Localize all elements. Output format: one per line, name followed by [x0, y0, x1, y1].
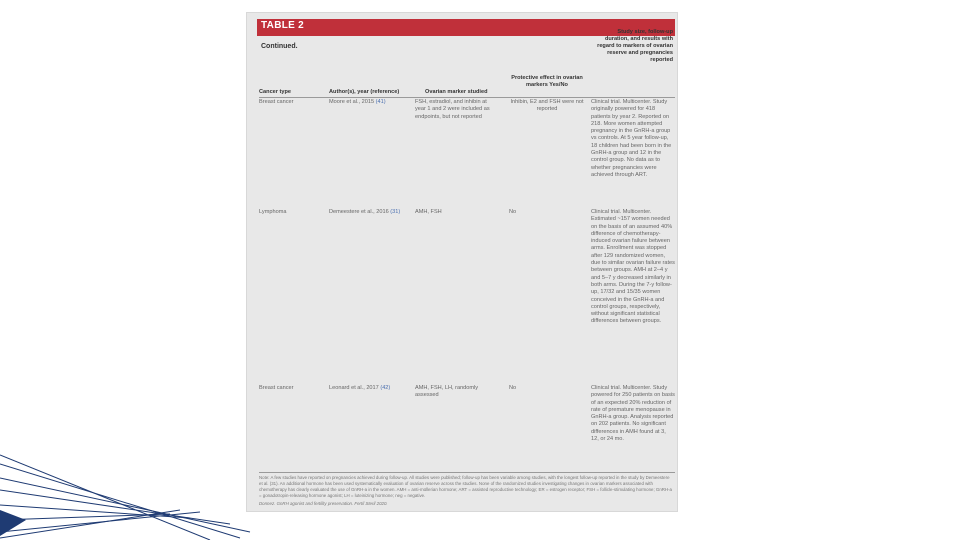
row2-marker: AMH, FSH	[415, 209, 442, 215]
row3-author: Leonard et al., 2017 (42)	[329, 385, 391, 391]
header-divider	[259, 97, 675, 98]
decorative-arrow-lines	[0, 450, 260, 540]
row3-cancer: Breast cancer	[259, 385, 294, 391]
col-header-protective: Protective effect in ovarian markers Yes/No	[511, 75, 583, 88]
document-page	[246, 12, 678, 512]
row1-protective: Inhibin, E2 and FSH were not reported	[510, 99, 584, 113]
row1-marker: FSH, estradiol, and inhibin at year 1 and 2 were included as endpoints, but not reported	[415, 99, 490, 120]
table-footnote: Note: A few studies have reported on pregnancies achieved during follow-up. All studies were published; follow-up has been variable among studies, with the longest follow-up reported in the study by Demeestere et al. (31). An additional hormone has been used systematically evaluation of ovarian reserve across the studies. None of the randomized studies investigating changes in ovarian markers associated with chemotherapy has clearly evaluated the use of GnRH-a in the women. AMH = anti-müllerian hormone; ART = assisted reproductive technology; ER = estrogen receptor; FSH = follicle-stimulating hormone; GnRH-a = gonadotropin-releasing hormone agonist; LH = luteinizing hormone; neg = negative.	[259, 475, 673, 498]
row2-study: Clinical trial. Multicenter. Estimated ~157 women needed on the basis of an assumed 40% difference of chemotherapy-induced ovarian failure between arms. Enrollment was stopped after 129 randomized women, due to similar ovarian failure rates between groups. AMH at 2–4 y and 5–7 y decreased similarly in both arms. During the 7-y follow-up, 17/32 and 15/35 women conceived in the GnRH-a and control groups, respectively, without significant statistical differences between groups.	[591, 209, 675, 325]
row2-ref-link[interactable]: (31)	[390, 209, 401, 215]
row3-protective: No	[509, 385, 517, 391]
table-citation: Donnez. GnRH agonist and fertility preservation. Fertil Steril 2020.	[259, 501, 388, 506]
row1-author: Moore et al., 2015 (41)	[329, 99, 386, 105]
col-header-marker: Ovarian marker studied	[425, 89, 488, 95]
row2-protective: No	[509, 209, 517, 215]
continued-label: Continued.	[261, 43, 298, 50]
col-header-study: Study size, follow-up duration, and results with regard to markers of ovarian reserve and pregnancies reported	[597, 29, 673, 63]
row2-author: Demeestere et al., 2016 (31)	[329, 209, 401, 215]
row3-ref-link[interactable]: (42)	[380, 385, 391, 391]
row3-marker: AMH, FSH, LH, randomly assessed	[415, 385, 479, 399]
row1-study: Clinical trial. Multicenter. Study originally powered for 418 patients by year 2. Reported on 218. More women attempted pregnancy in the GnRH-a group vs controls. At 5 year follow-up, 18 children had been born in the GnRH-a group and 12 in the control group. No data as to whether pregnancies were achieved through ART.	[591, 99, 672, 178]
row2-cancer: Lymphoma	[259, 209, 287, 215]
table-title: TABLE 2	[261, 20, 305, 31]
col-header-author: Author(s), year (reference)	[329, 89, 400, 95]
row1-cancer: Breast cancer	[259, 99, 294, 105]
col-header-cancer-type: Cancer type	[259, 89, 292, 95]
table-bottom-divider	[259, 472, 675, 473]
row1-ref-link[interactable]: (41)	[375, 99, 386, 105]
row3-study: Clinical trial. Multicenter. Study powered for 250 patients on basis of an expected 20% reduction of rate of premature menopause in GnRH-a group. Analysis reported on 202 patients. No significant differences in AMH found at 3, 12, or 24 mo.	[591, 385, 675, 443]
